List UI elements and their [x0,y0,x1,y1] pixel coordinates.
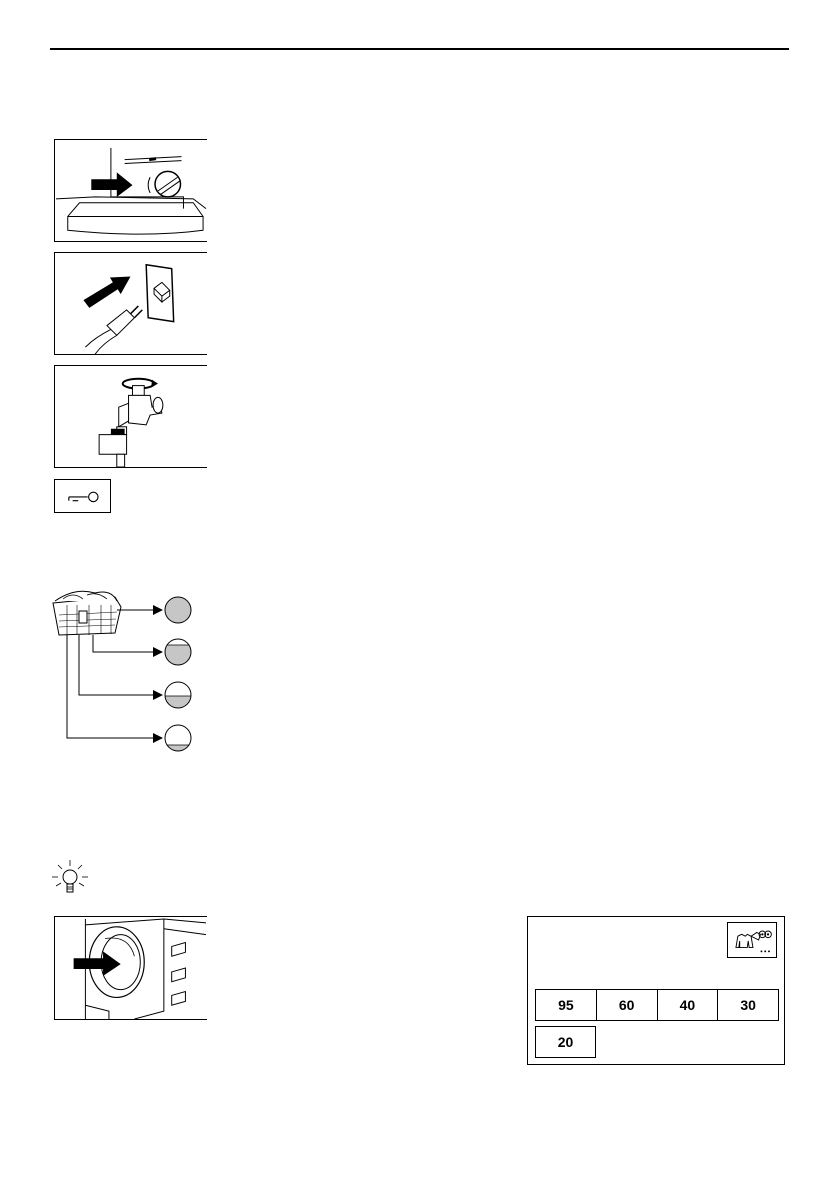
lightbulb-icon [48,858,92,902]
key-symbol [54,479,111,513]
temp-button-20[interactable]: 20 [535,1026,596,1058]
temp-button-95[interactable]: 95 [536,990,597,1020]
laundry-program-icon [727,922,777,958]
header-rule [50,48,789,50]
three-quarter-load-indicator [163,639,193,667]
quarter-load-indicator [163,725,193,753]
load-level-diagram [45,585,205,760]
temp-button-30[interactable]: 30 [740,997,756,1013]
temp-button-60[interactable]: 60 [597,990,658,1020]
temperature-panel [527,916,785,1065]
temp-button-40[interactable]: 40 [658,990,719,1020]
laundry-basket-icon [53,591,121,635]
remove-transit-bolts-illustration [54,139,207,242]
temperature-button-row [535,989,779,1021]
full-load-indicator [165,597,191,623]
plug-in-mains-illustration [54,252,207,355]
half-load-indicator [163,682,193,710]
load-drum-illustration [54,916,207,1020]
open-water-tap-illustration [54,365,207,468]
